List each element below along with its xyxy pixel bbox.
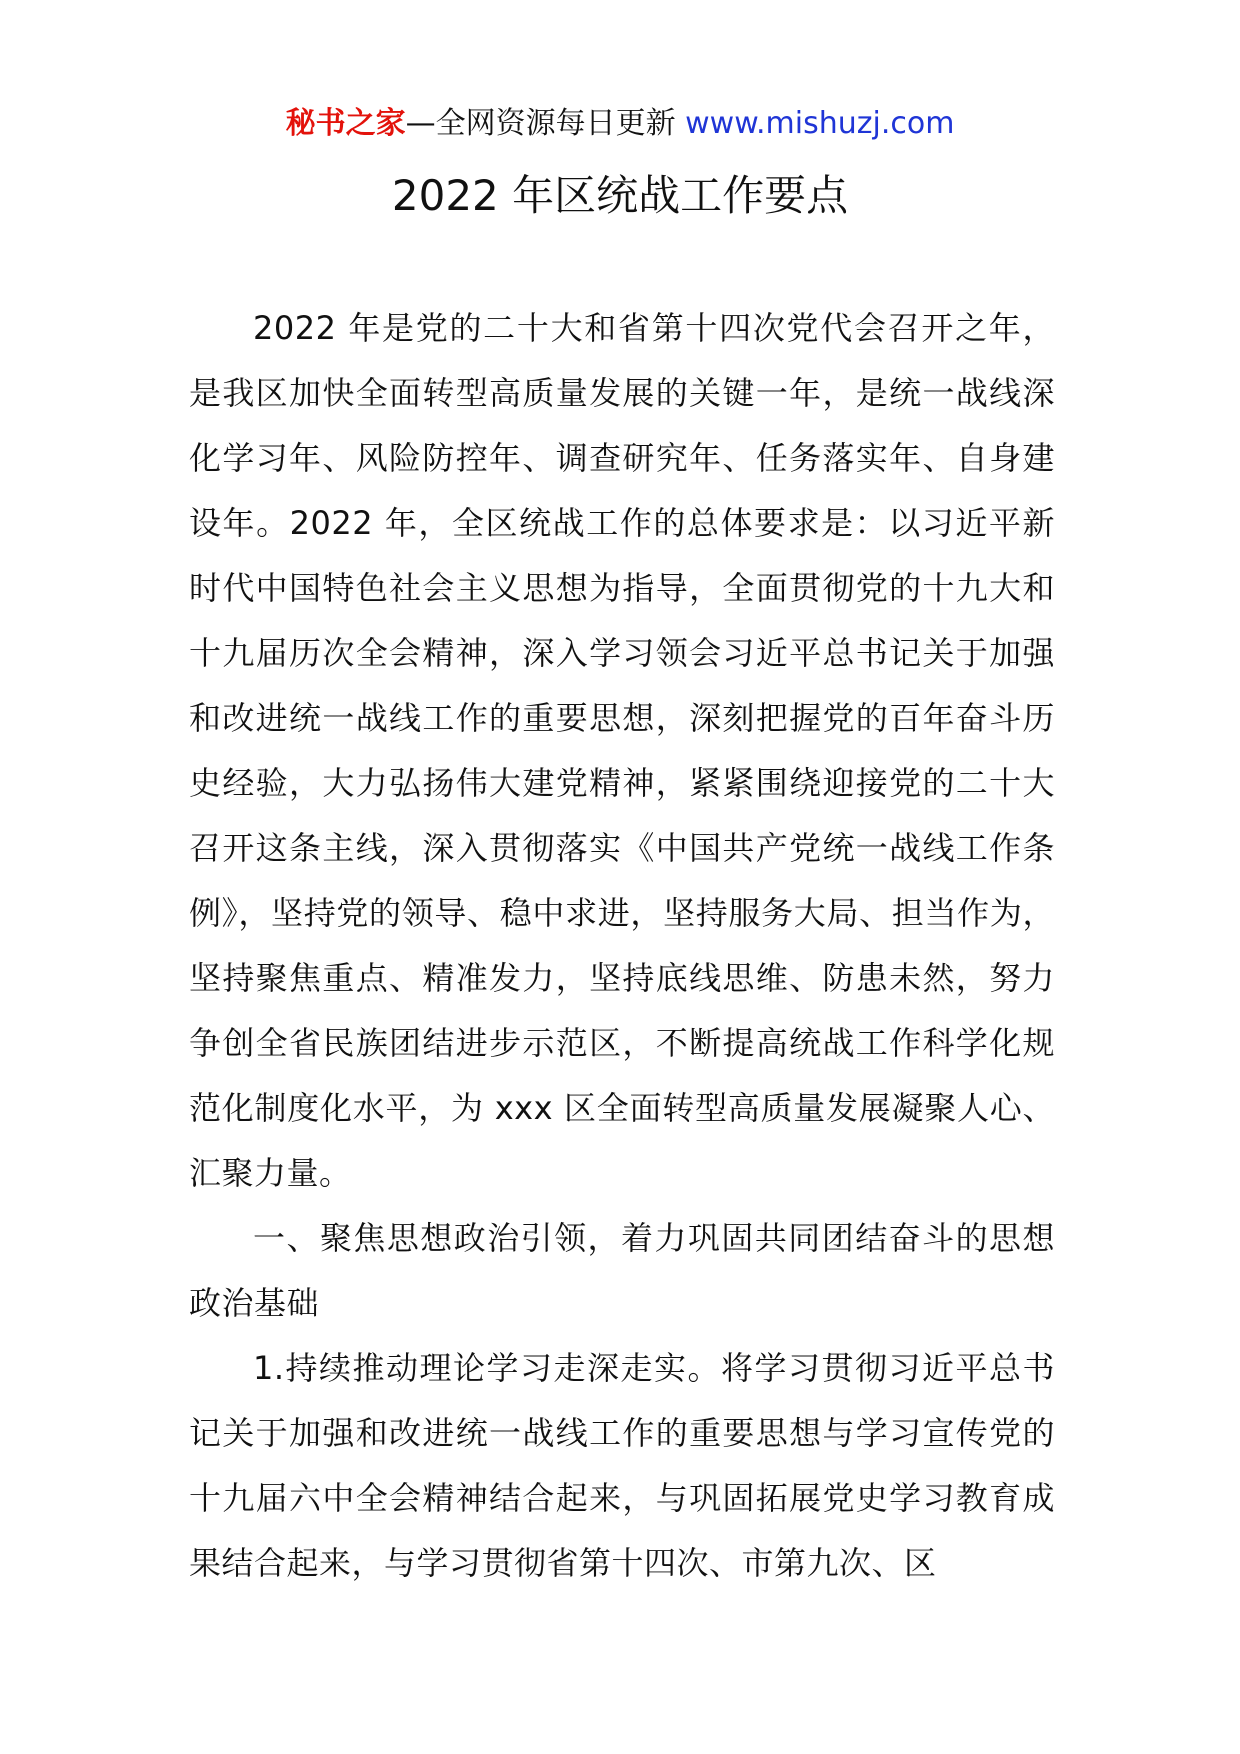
document-body: [189, 296, 1055, 1596]
intro-paragraph: 2022 年是党的二十大和省第十四次党代会召开之年，是我区加快全面转型高质量发展的关键一年，是统一战线深化学习年、风险防控年、调查研究年、任务落实年、自身建设年。2022 年，全区统战工作的总体要求是：以习近平新时代中国特色社会主义思想为指导，全面贯彻党的十九大和十九届历次全会精神，深入学习领会习近平总书记关于加强和改进统一战线工作的重要思想，深刻把握党的百年奋斗历史经验，大力弘扬伟大建党精神，紧紧围绕迎接党的二十大召开这条主线，深入贯彻落实《中国共产党统一战线工作条例》，坚持党的领导、稳中求进，坚持服务大局、担当作为，坚持聚焦重点、精准发力，坚持底线思维、防患未然，努力争创全省民族团结进步示范区，不断提高统战工作科学化规范化制度化水平，为 xxx 区全面转型高质量发展凝聚人心、汇聚力量。: [189, 309, 1055, 1192]
document-title: 2022 年区统战工作要点: [391, 171, 849, 220]
site-url-link[interactable]: www.mishuzj.com: [685, 106, 955, 141]
site-header: [0, 104, 1240, 144]
item-paragraph: 1.持续推动理论学习走深走实。将学习贯彻习近平总书记关于加强和改进统一战线工作的重要思想与学习宣传党的十九届六中全会精神结合起来，与巩固拓展党史学习教育成果结合起来，与学习贯彻省第十四次、市第九次、区: [189, 1349, 1055, 1582]
site-tagline: —全网资源每日更新: [405, 106, 676, 141]
site-name: 秘书之家: [285, 106, 406, 141]
section-heading: 一、聚焦思想政治引领，着力巩固共同团结奋斗的思想政治基础: [189, 1219, 1055, 1322]
